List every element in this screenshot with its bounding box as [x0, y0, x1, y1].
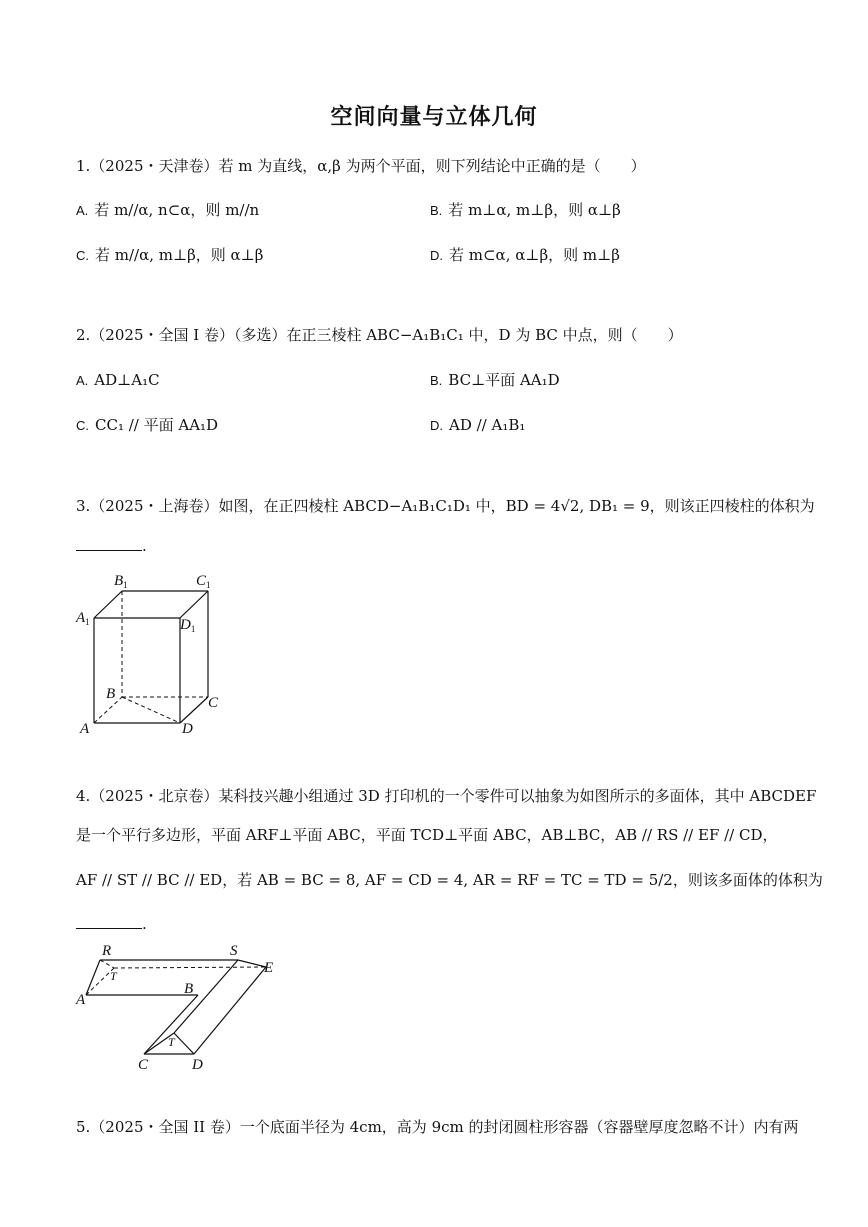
question-2-option-b: [430, 369, 560, 392]
edge-a1b1: [94, 591, 122, 618]
option-text: 若 m//α, n⊂α，则 m//n: [94, 201, 260, 219]
question-4-stem-line3: AF // ST // BC // ED，若 AB = BC = 8, AF = CD = 4, AR = RF = TC = TD = 5/2，则该多面体的体积为: [76, 871, 823, 889]
question-1-stem: 1.（2025・天津卷）若 m 为直线，α,β 为两个平面，则下列结论中正确的是（ ）: [76, 157, 646, 175]
edge-ra: [86, 960, 100, 995]
label-d: D: [182, 721, 193, 737]
question-1-option-c: [76, 244, 263, 267]
question-2-option-a: [76, 369, 160, 392]
label-s: S: [230, 943, 238, 959]
answer-blank: [76, 536, 142, 551]
edge-se: [238, 960, 266, 967]
option-text: 若 m⊥α, m⊥β，则 α⊥β: [448, 201, 621, 219]
page-title: 空间向量与立体几何: [330, 105, 538, 130]
question-1-option-d: [430, 244, 620, 267]
question-4-answer-blank: [76, 913, 147, 935]
option-text: AD // A₁B₁: [449, 416, 526, 434]
question-4-stem-line2: 是一个平行多边形，平面 ARF⊥平面 ABC，平面 TCD⊥平面 ABC，AB⊥BC，AB // RS // EF // CD，: [76, 826, 778, 844]
label-a: A: [80, 721, 90, 737]
label-d1: $D_1$: [180, 617, 196, 634]
blank-tail: .: [142, 537, 147, 555]
option-text: BC⊥平面 AA₁D: [448, 371, 560, 389]
question-2-option-d: [430, 414, 525, 437]
option-label: C.: [76, 248, 89, 263]
blank-tail: .: [142, 915, 147, 933]
edge-ed: [194, 967, 266, 1054]
label-b: B: [184, 981, 194, 997]
label-d: D: [192, 1057, 203, 1073]
label-e: E: [264, 960, 274, 976]
label-t-top: T: [110, 969, 117, 983]
edge-dc: [180, 697, 208, 723]
edge-td: [174, 1033, 194, 1054]
label-b1: $B_1$: [114, 573, 128, 590]
prism-figure: [70, 565, 230, 745]
label-c1: $C_1$: [196, 573, 211, 590]
option-label: B.: [430, 203, 443, 218]
option-text: 若 m⊂α, α⊥β，则 m⊥β: [449, 246, 620, 264]
question-3-stem: 3.（2025・上海卷）如图，在正四棱柱 ABCD−A₁B₁C₁D₁ 中，BD = 4√2, DB₁ = 9，则该正四棱柱的体积为: [76, 497, 815, 515]
option-label: A.: [76, 203, 89, 218]
label-r: R: [102, 943, 112, 959]
polyhedron-figure: [70, 938, 290, 1078]
label-t-bottom: T: [168, 1035, 175, 1049]
label-c: C: [208, 695, 219, 711]
question-2-option-c: [76, 414, 218, 437]
question-5-stem: 5.（2025・全国 II 卷）一个底面半径为 4cm，高为 9cm 的封闭圆柱形容器（容器壁厚度忽略不计）内有两: [76, 1118, 799, 1136]
option-label: C.: [76, 418, 89, 433]
edge-te-hidden: [114, 967, 266, 968]
edge-rt-hidden: [100, 960, 114, 968]
question-4-stem-line1: 4.（2025・北京卷）某科技兴趣小组通过 3D 打印机的一个零件可以抽象为如图所示的多面体，其中 ABCDEF: [76, 787, 817, 805]
question-1-option-b: [430, 199, 621, 222]
label-a: A: [76, 992, 86, 1008]
option-label: D.: [430, 418, 443, 433]
answer-blank: [76, 914, 142, 929]
question-2-stem: 2.（2025・全国 I 卷）（多选）在正三棱柱 ABC−A₁B₁C₁ 中，D 为 BC 中点，则（ ）: [76, 326, 683, 344]
option-text: CC₁ // 平面 AA₁D: [95, 416, 219, 434]
option-label: A.: [76, 373, 89, 388]
label-c: C: [138, 1057, 149, 1073]
option-label: B.: [430, 373, 443, 388]
option-text: AD⊥A₁C: [94, 371, 160, 389]
edge-bd-hidden: [122, 697, 180, 723]
label-a1: $A_1$: [76, 610, 90, 627]
edge-d1c1: [180, 591, 208, 618]
option-text: 若 m//α, m⊥β，则 α⊥β: [95, 246, 264, 264]
question-3-answer-blank: [76, 535, 147, 557]
question-1-option-a: [76, 199, 259, 222]
option-label: D.: [430, 248, 443, 263]
label-b: B: [106, 686, 116, 702]
